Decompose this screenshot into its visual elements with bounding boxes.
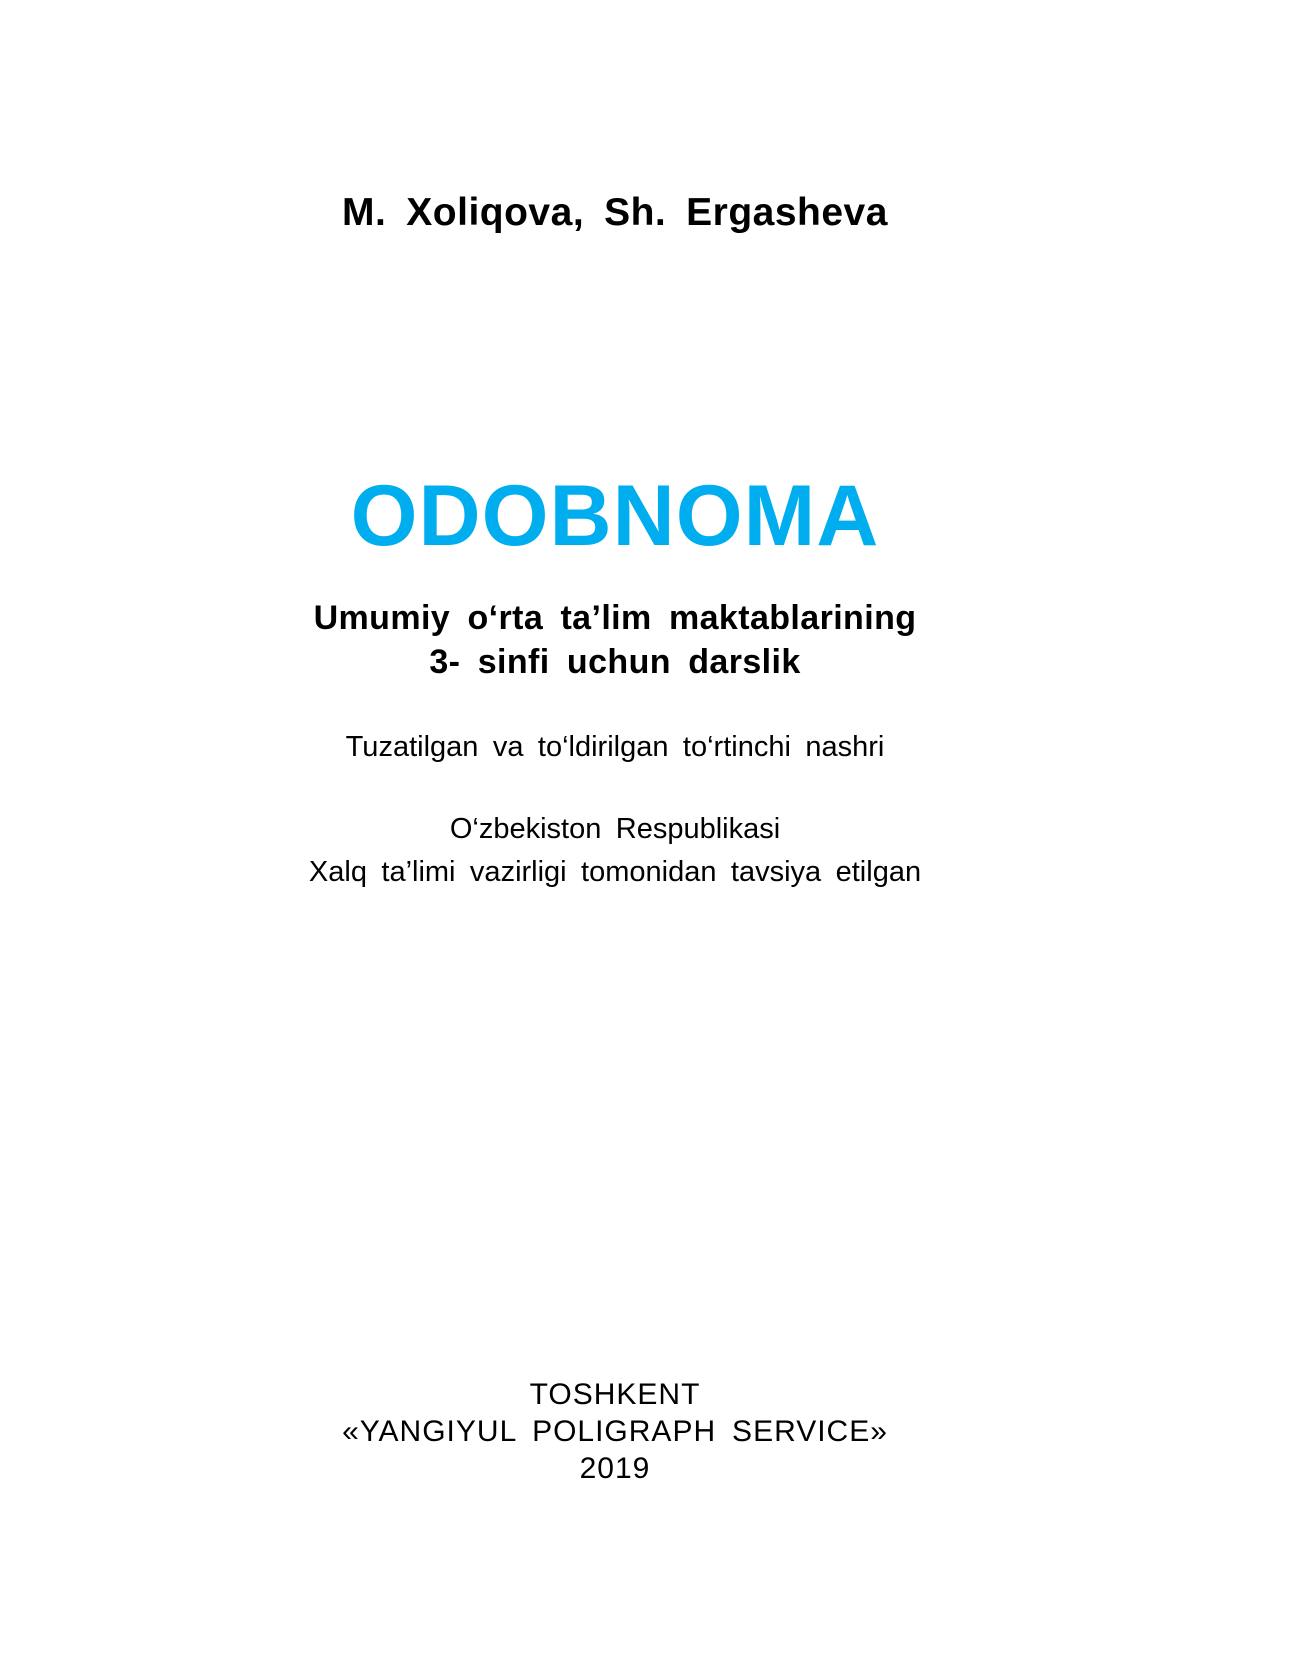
subtitle-line-1: Umumiy o‘rta ta’lim maktablarining [313,599,917,637]
book-title: ODOBNOMA [350,468,880,564]
imprint-year: 2019 [579,1452,651,1485]
imprint-publisher: «YANGIYUL POLIGRAPH SERVICE» [342,1415,888,1448]
recommendation-line-2: Xalq ta’limi vazirligi tomonidan tavsiya etilgan [308,856,922,888]
subtitle-line-2: 3- sinfi uchun darslik [429,643,801,681]
authors: M. Xoliqova, Sh. Ergasheva [342,191,888,234]
imprint-city: TOSHKENT [529,1378,701,1411]
recommendation-line-1: O‘zbekiston Respublikasi [449,813,781,845]
edition-note: Tuzatilgan va to‘ldirilgan to‘rtinchi nashri [345,731,885,763]
